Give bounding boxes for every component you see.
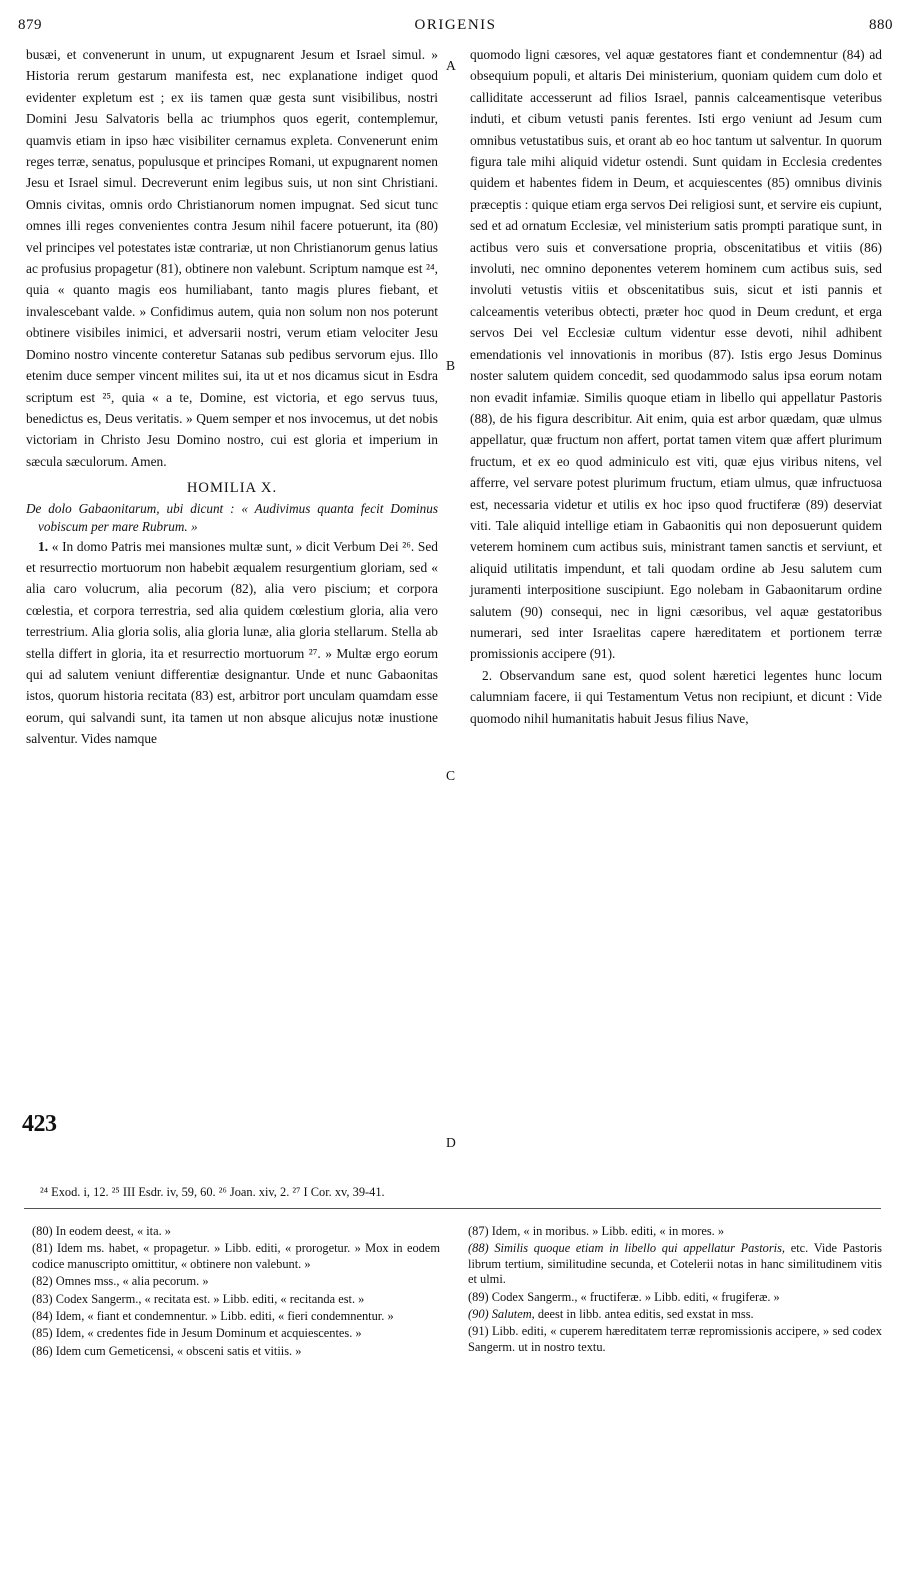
footnote: (80) In eodem deest, « ita. »: [32, 1224, 172, 1238]
homily-subtitle: De dolo Gabaonitarum, ubi dicunt : « Audivimus quanta fecit Dominus vobiscum per mare Rubrum. »: [26, 500, 438, 534]
section-letter-b: B: [446, 358, 456, 373]
footnotes-right: [468, 1224, 882, 1357]
body-paragraph: quomodo ligni cæsores, vel aquæ gestatores fiant et condemnentur (84) ad obsequium populi, et altaris Dei ministerium, quoniam quidem cum dolo et calliditate accesserunt ad filios Israel, pannis calceamentisque veteribus induti, et cibum vetusti panis ferentes. Isti ergo veniunt ad Jesum cum omnibus vetustatibus suis, et orant ab eo hoc tantum ut salventur. In quorum figura tale mihi aliquid videtur ostendi. Sunt quidam in Ecclesia credentes quidem et habentes fidem in Deum, et acquiescentes (85) omnibus divinis præceptis : quique etiam erga servos Dei religiosi sunt, et servire eis cupiunt, sed et ad ornatum Ecclesiæ, vel ministerium satis prompti paratique sunt, in actibus vero suis et conversatione propria, obscenitatibus et vitiis (86) involuti, nec omnino deponentes veterem hominem cum actibus suis, sed involuti vetustis vitiis et obscenitatibus suis, sicut et isti pannis et calceamentis veteribus obtecti, præter hoc quod in Deum credunt, et erga servos Dei vel Ecclesiæ cultum videntur esse devoti, nihil adhibent emendationis vel innovationis in moribus (87). Istis ergo Jesus Dominus noster salutem quidem concedit, sed quodammodo salus ipsa eorum notam non evadit infamiæ. Similis quoque etiam in libello qui appellatur Pastoris (88), de his figura describitur. Ait enim, quia est arbor quædam, quæ ulmus appellatur, quæ fructum non affert, portat tamen vitem quæ affert plurimum fructum, et ex eo quod adminiculo est viti, quæ ejus viribus nitens, vel afferre, vel servare potest plurimum fructum, etiam ulmus, quæ infructuosa est, necessaria videtur et utilis ex hoc ipso quod fructiferæ (89) deserviat viti. Tale aliquid intellige etiam in Gabaonitis qui non deposuerunt quidem veterem hominem cum actibus suis, ministrant tamen sanctis et serviunt, et aliquid utilitatis impendunt, et tali quodam ordine ab Jesu salutem cum juramenti interpositione suscipiunt. Ego nolebam in Gabaonitarum ordine salutem (90) consequi, nec in ligni cæsoribus, vel aquæ gestatoribus numerari, sed inter Israelitas capere hæreditatem et portionem terræ promissionis accipere (91).: [470, 47, 882, 662]
footnote: (85) Idem, « credentes fide in Jesum Dominum et acquiescentes. »: [32, 1326, 362, 1341]
right-column: [470, 44, 882, 729]
homily-title: HOMILIA X.: [186, 480, 278, 497]
paragraph-text: Observandum sane est, quod solent hæretici legentes hunc locum calumniam facere, ii qui Testamentum Vetus non recipiunt, et dicunt : Vide quomodo nihil humanitatis habuit Jesus filius Nave,: [470, 667, 882, 726]
footnote: (83) Codex Sangerm., « recitata est. » Libb. editi, « recitanda est. »: [32, 1291, 365, 1306]
footnote: (88) Similis quoque etiam in libello qui appellatur Pastoris, etc. Vide Pastoris librum tertium, similitudine secunda, et Cotelerii notas in hanc similitudinem vitis et ulmi.: [468, 1241, 882, 1287]
page-number-left: 879: [18, 17, 42, 33]
footnote: (87) Idem, « in moribus. » Libb. editi, « in mores. »: [468, 1224, 725, 1238]
section-letter-d: D: [446, 1135, 456, 1150]
section-letter-a: A: [446, 58, 456, 73]
footnote: (91) Libb. editi, « cuperem hæreditatem terræ repromissionis accipere, » sed codex Sangerm. ut in nostro textu.: [468, 1324, 882, 1354]
footnote: (90) Salutem, deest in libb. antea editis, sed exstat in mss.: [468, 1307, 754, 1322]
footnote: (89) Codex Sangerm., « fructiferæ. » Libb. editi, « frugiferæ. »: [468, 1289, 780, 1304]
paragraph-number: 2.: [482, 667, 493, 683]
running-title: ORIGENIS: [414, 17, 497, 33]
footnote-divider: [24, 1208, 881, 1209]
footnotes-left: [32, 1224, 440, 1361]
paragraph-number: 1.: [38, 538, 49, 554]
scripture-references: ²⁴ Exod. i, 12. ²⁵ III Esdr. iv, 59, 60. ²⁶ Joan. xiv, 2. ²⁷ I Cor. xv, 39-41.: [40, 1185, 385, 1199]
paragraph-text: « In domo Patris mei mansiones multæ sunt, » dicit Verbum Dei ²⁶. Sed et resurrectio mortuorum non habebit æqualem resurgentium gloriam, sed « alia caro volucrum, alia pecorum (82), alia vero piscium; et corpora cœlestia, et corpora terrestria, sed alia quidem cœlestium gloria, alia vero terrestrium. Alia gloria solis, alia gloria lunæ, alia gloria stellarum. Stella ab stella differt in gloria, ita et resurrectio mortuorum ²⁷. » Multæ ergo eorum qui ad salutem veniunt differentiæ designantur. Unde et nunc Gabaonitas istos, quorum historia recitata (83) est, arbitror port unculam quamdam esse eorum, qui salvandi sunt, ita tamen ut non absque alicujus notæ inustione salventur. Vides namque: [26, 538, 439, 747]
footnote: (84) Idem, « fiant et condemnentur. » Libb. editi, « fieri condemnentur. »: [32, 1309, 394, 1324]
body-paragraph: [26, 536, 438, 750]
section-letter-c: C: [446, 768, 456, 783]
page-number-right: 880: [869, 17, 893, 33]
footnote: (86) Idem cum Gemeticensi, « obsceni satis et vitiis. »: [32, 1343, 302, 1358]
margin-page-number: 423: [22, 1111, 57, 1137]
page-header: [18, 14, 893, 36]
left-column: [26, 44, 438, 750]
body-paragraph: [470, 665, 882, 729]
footnote: (81) Idem ms. habet, « propagetur. » Libb. editi, « prorogetur. » Mox in eodem codice manuscripto omittitur, « obtinere non valebunt. »: [32, 1241, 440, 1271]
body-paragraph: busæi, et convenerunt in unum, ut expugnarent Jesum et Israel simul. » Historia rerum gestarum manifesta est, nec explanatione indiget quod evidenter expletum est ; ex iis tamen quæ gesta sunt visibilibus, nostri Domini Jesu Salvatoris bella ac triumphos quos egerit, contemplemur, quamvis etiam in ipso hæc visibiliter cernamus expleta. Convenerunt enim reges terræ, senatus, populusque et principes Romani, ut expugnarent nomen Jesu et Israel simul. Decreverunt enim legibus suis, ut non sint Christiani. Omnis civitas, omnis ordo Christianorum nomen impugnat. Sed sicut tunc omnes illi reges convenientes contra Jesum nihil facere potuerunt, ita (80) vel principes vel potestates istæ contrariæ, ut non Christianorum genus latius ac profusius propagetur (81), obtinere non valebunt. Scriptum namque est ²⁴, quia « quanto magis eos humiliabant, tanto magis plures fiebant, et invalescebant valde. » Confidimus autem, quia non solum non nos poterunt obtinere visibiles inimici, et adversarii nostri, verum etiam velociter Jesu Domino nostro vincente conteretur Satanas sub pedibus servorum ejus. Illo etenim duce semper vincent milites sui, ita ut et nos dicamus sicut in Esdra scriptum est ²⁵, quia « a te, Domine, est victoria, et ego servus tuus, benedictus es, Deus veritatis. » Quem semper et nos invocemus, ut det nobis victoriam in Christo Jesu Domino nostro, cui est gloria et imperium in sæcula sæculorum. Amen.: [26, 47, 438, 469]
footnote: (82) Omnes mss., « alia pecorum. »: [32, 1274, 209, 1289]
